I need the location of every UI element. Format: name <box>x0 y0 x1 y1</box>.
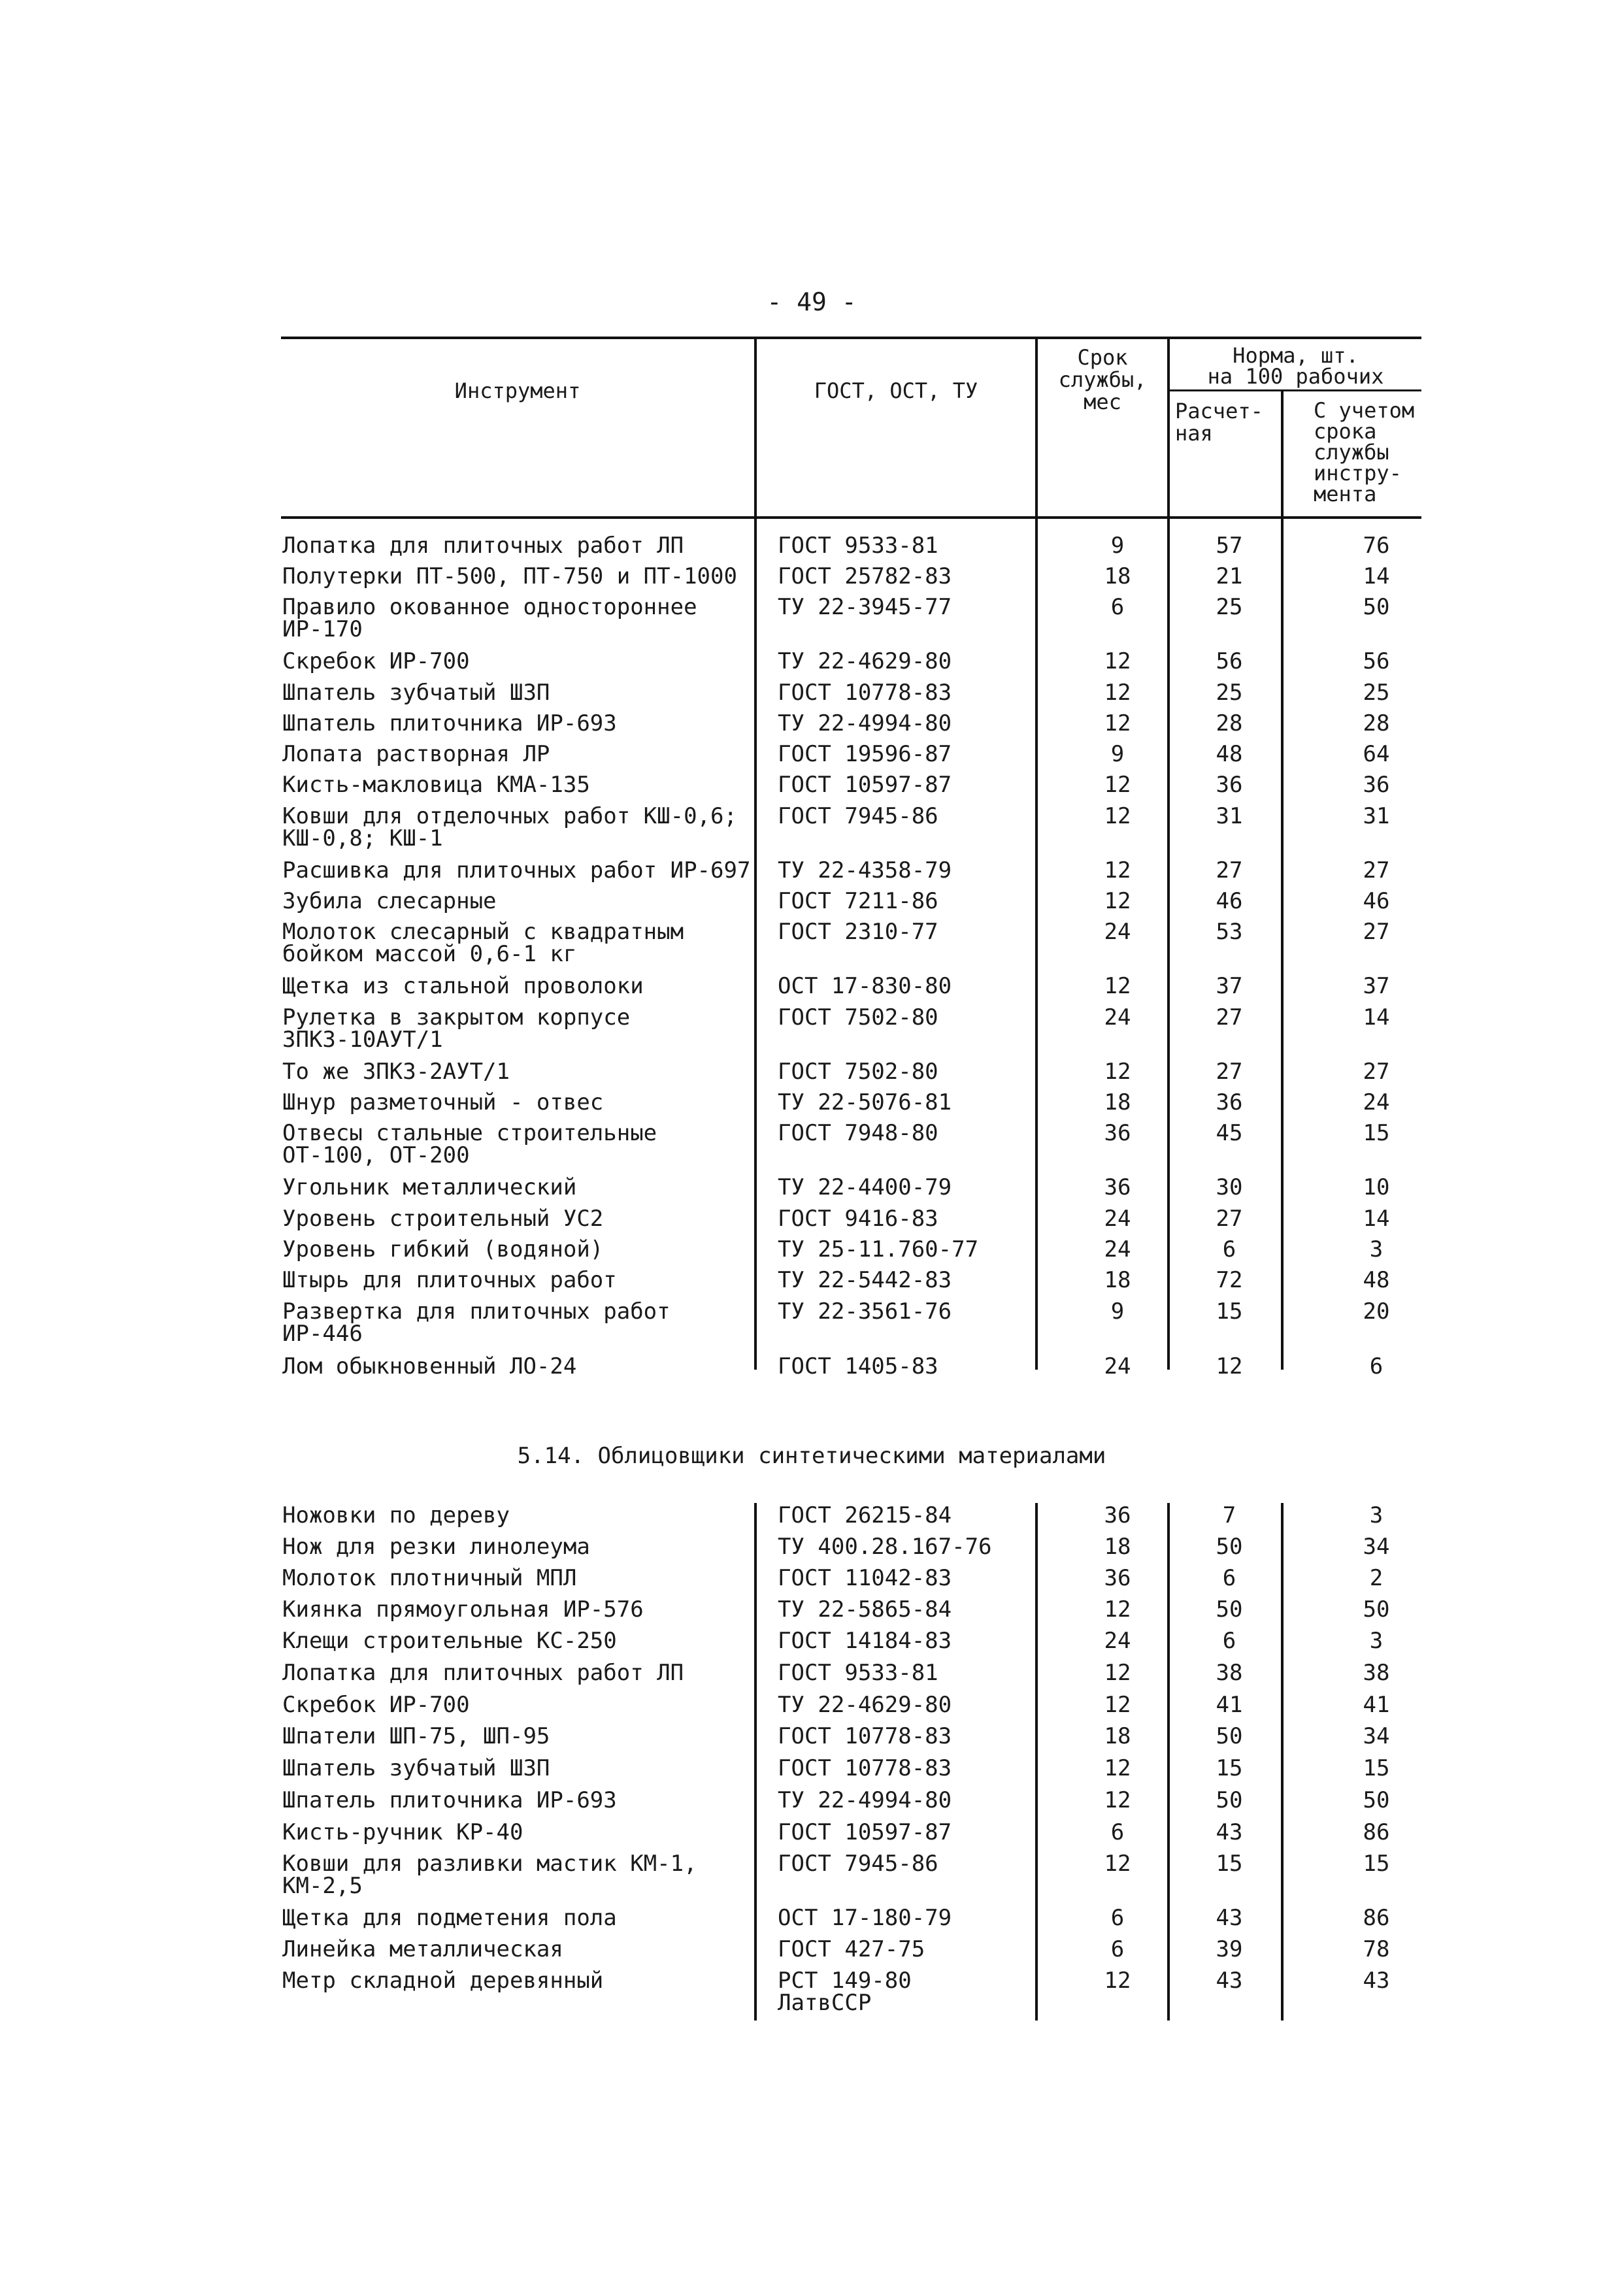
norm-with-service-life: 27 <box>1363 1059 1390 1085</box>
norm-with-service-life: 50 <box>1363 1787 1390 1813</box>
service-life: 18 <box>1104 563 1131 589</box>
norm-with-service-life: 31 <box>1363 803 1390 829</box>
table1-divider-4 <box>1281 519 1284 1370</box>
tool-name: Шпатели ШП-75, ШП-95 <box>282 1723 550 1749</box>
service-life: 12 <box>1104 648 1131 674</box>
tool-name: Развертка для плиточных работ <box>282 1298 671 1325</box>
norm-with-service-life: 28 <box>1363 710 1390 736</box>
service-life: 36 <box>1104 1565 1131 1591</box>
gost-ref: ГОСТ 10597-87 <box>778 772 952 798</box>
tool-name: Штырь для плиточных работ <box>282 1267 617 1293</box>
service-life: 6 <box>1110 1819 1125 1845</box>
norm-with-service-life: 3 <box>1369 1628 1384 1654</box>
tool-name: ЗПКЗ-10АУТ/1 <box>282 1027 443 1053</box>
norm-calculated: 50 <box>1216 1596 1243 1623</box>
tool-name: Киянка прямоугольная ИР-576 <box>282 1596 644 1623</box>
tool-name: ИР-446 <box>282 1321 363 1347</box>
service-life: 6 <box>1110 1905 1125 1931</box>
tool-name: Молоток слесарный с квадратным <box>282 919 684 945</box>
tool-name: Зубила слесарные <box>282 888 497 914</box>
norm-calculated: 6 <box>1222 1236 1236 1262</box>
header-divider-4 <box>1281 391 1284 519</box>
tool-name: Нож для резки линолеума <box>282 1534 590 1560</box>
tool-name: Кисть-ручник КР-40 <box>282 1819 523 1845</box>
norm-calculated: 43 <box>1216 1905 1243 1931</box>
header-term-line: мес <box>1084 389 1121 414</box>
tool-name: Ковши для разливки мастик КМ-1, <box>282 1851 697 1877</box>
header-bottom-rule <box>281 516 1421 519</box>
tool-name: Шпатель плиточника ИР-693 <box>282 1787 617 1813</box>
header-top-rule <box>281 337 1421 339</box>
norm-with-service-life: 34 <box>1363 1534 1390 1560</box>
header-norm-line: Норма, шт. <box>1233 343 1359 368</box>
gost-ref: ГОСТ 9533-81 <box>778 1660 938 1686</box>
norm-calculated: 36 <box>1216 772 1243 798</box>
norm-with-service-life: 14 <box>1363 1004 1390 1031</box>
gost-ref: ГОСТ 427-75 <box>778 1936 925 1962</box>
gost-ref: ТУ 22-4629-80 <box>778 648 952 674</box>
gost-ref: ГОСТ 7502-80 <box>778 1059 938 1085</box>
tool-name: Лопатка для плиточных работ ЛП <box>282 1660 684 1686</box>
gost-ref: ГОСТ 19596-87 <box>778 741 952 767</box>
gost-ref: ТУ 22-3945-77 <box>778 594 952 620</box>
tool-name: Скребок ИР-700 <box>282 1692 470 1718</box>
gost-ref: ГОСТ 25782-83 <box>778 563 952 589</box>
norm-with-service-life: 86 <box>1363 1905 1390 1931</box>
gost-ref: ГОСТ 11042-83 <box>778 1565 952 1591</box>
gost-ref: РСТ 149-80 <box>778 1968 912 1994</box>
norm-with-service-life: 34 <box>1363 1723 1390 1749</box>
header-norm-rule <box>1168 389 1421 391</box>
header-calc <box>1175 400 1280 444</box>
norm-with-service-life: 27 <box>1363 919 1390 945</box>
service-life: 12 <box>1104 680 1131 706</box>
service-life: 12 <box>1104 1660 1131 1686</box>
norm-with-service-life: 86 <box>1363 1819 1390 1845</box>
norm-with-service-life: 2 <box>1369 1565 1384 1591</box>
norm-calculated: 72 <box>1216 1267 1243 1293</box>
norm-with-service-life: 15 <box>1363 1755 1390 1781</box>
norm-calculated: 7 <box>1222 1502 1236 1528</box>
service-life: 12 <box>1104 1787 1131 1813</box>
service-life: 24 <box>1104 919 1131 945</box>
tool-name: Уровень гибкий (водяной) <box>282 1236 604 1262</box>
norm-with-service-life: 43 <box>1363 1968 1390 1994</box>
header-with-term <box>1314 400 1421 504</box>
header-norm-line: на 100 рабочих <box>1207 364 1384 389</box>
service-life: 24 <box>1104 1353 1131 1379</box>
tool-name: То же ЗПКЗ-2АУТ/1 <box>282 1059 510 1085</box>
gost-ref: ГОСТ 7211-86 <box>778 888 938 914</box>
gost-ref: ГОСТ 7945-86 <box>778 1851 938 1877</box>
norm-with-service-life: 25 <box>1363 680 1390 706</box>
tool-name: Рулетка в закрытом корпусе <box>282 1004 631 1031</box>
norm-calculated: 6 <box>1222 1628 1236 1654</box>
tool-name: Правило окованное одностороннее <box>282 594 697 620</box>
header-divider-1 <box>754 337 757 519</box>
norm-with-service-life: 3 <box>1369 1502 1384 1528</box>
tool-name: Шпатель зубчатый ШЗП <box>282 680 550 706</box>
gost-ref: ГОСТ 9533-81 <box>778 533 938 559</box>
norm-calculated: 25 <box>1216 594 1243 620</box>
header-with-term-line: мента <box>1314 482 1377 506</box>
tool-name: Шпатель плиточника ИР-693 <box>282 710 617 736</box>
gost-ref: ТУ 22-5442-83 <box>778 1267 952 1293</box>
gost-ref: ГОСТ 9416-83 <box>778 1206 938 1232</box>
norm-calculated: 53 <box>1216 919 1243 945</box>
norm-calculated: 30 <box>1216 1174 1243 1200</box>
norm-calculated: 27 <box>1216 857 1243 883</box>
norm-calculated: 57 <box>1216 533 1243 559</box>
gost-ref: ГОСТ 7502-80 <box>778 1004 938 1031</box>
header-with-term-line: срока <box>1314 419 1377 444</box>
header-term-line: Срок <box>1077 345 1128 370</box>
gost-ref: ГОСТ 10778-83 <box>778 680 952 706</box>
norm-calculated: 43 <box>1216 1968 1243 1994</box>
gost-ref: ГОСТ 10778-83 <box>778 1755 952 1781</box>
norm-calculated: 12 <box>1216 1353 1243 1379</box>
tool-name: Молоток плотничный МПЛ <box>282 1565 577 1591</box>
table2-divider-1 <box>754 1503 757 2021</box>
norm-with-service-life: 24 <box>1363 1089 1390 1115</box>
norm-calculated: 27 <box>1216 1206 1243 1232</box>
header-term <box>1038 346 1167 413</box>
norm-calculated: 27 <box>1216 1004 1243 1031</box>
header-calc-line: Расчет- <box>1175 399 1263 423</box>
norm-calculated: 36 <box>1216 1089 1243 1115</box>
service-life: 12 <box>1104 710 1131 736</box>
service-life: 12 <box>1104 1059 1131 1085</box>
norm-with-service-life: 38 <box>1363 1660 1390 1686</box>
service-life: 6 <box>1110 594 1125 620</box>
table1-divider-1 <box>754 519 757 1370</box>
tool-name: Скребок ИР-700 <box>282 648 470 674</box>
header-norm <box>1170 345 1421 387</box>
tool-name: Щетка для подметения пола <box>282 1905 617 1931</box>
gost-ref: ГОСТ 14184-83 <box>778 1628 952 1654</box>
tool-name: Клещи строительные КС-250 <box>282 1628 617 1654</box>
table2-divider-2 <box>1035 1503 1038 2021</box>
norm-calculated: 27 <box>1216 1059 1243 1085</box>
header-term-line: службы, <box>1058 367 1147 392</box>
gost-ref: ТУ 22-4629-80 <box>778 1692 952 1718</box>
norm-calculated: 15 <box>1216 1298 1243 1325</box>
service-life: 18 <box>1104 1089 1131 1115</box>
service-life: 6 <box>1110 1936 1125 1962</box>
service-life: 12 <box>1104 1692 1131 1718</box>
norm-calculated: 45 <box>1216 1120 1243 1146</box>
norm-with-service-life: 6 <box>1369 1353 1384 1379</box>
gost-ref: ТУ 22-5865-84 <box>778 1596 952 1623</box>
service-life: 12 <box>1104 803 1131 829</box>
norm-with-service-life: 15 <box>1363 1120 1390 1146</box>
tool-name: Шпатель зубчатый ШЗП <box>282 1755 550 1781</box>
tool-name: Расшивка для плиточных работ ИР-697 <box>282 857 751 883</box>
service-life: 9 <box>1110 741 1125 767</box>
service-life: 12 <box>1104 973 1131 999</box>
norm-with-service-life: 76 <box>1363 533 1390 559</box>
tool-name: Лопатка для плиточных работ ЛП <box>282 533 684 559</box>
service-life: 12 <box>1104 1596 1131 1623</box>
norm-calculated: 46 <box>1216 888 1243 914</box>
header-with-term-line: инстру- <box>1314 461 1402 486</box>
gost-ref: ТУ 400.28.167-76 <box>778 1534 992 1560</box>
norm-calculated: 28 <box>1216 710 1243 736</box>
tool-name: Ножовки по дереву <box>282 1502 510 1528</box>
norm-with-service-life: 3 <box>1369 1236 1384 1262</box>
service-life: 12 <box>1104 1968 1131 1994</box>
norm-calculated: 31 <box>1216 803 1243 829</box>
norm-with-service-life: 14 <box>1363 1206 1390 1232</box>
tool-name: Ковши для отделочных работ КШ-0,6; <box>282 803 737 829</box>
service-life: 18 <box>1104 1723 1131 1749</box>
gost-ref: ГОСТ 1405-83 <box>778 1353 938 1379</box>
norm-calculated: 56 <box>1216 648 1243 674</box>
service-life: 12 <box>1104 857 1131 883</box>
gost-ref: ТУ 22-4358-79 <box>778 857 952 883</box>
norm-calculated: 25 <box>1216 680 1243 706</box>
header-with-term-line: С учетом <box>1314 398 1415 423</box>
norm-with-service-life: 36 <box>1363 772 1390 798</box>
service-life: 24 <box>1104 1236 1131 1262</box>
tool-name: КМ-2,5 <box>282 1873 363 1899</box>
gost-ref: ТУ 22-4994-80 <box>778 710 952 736</box>
service-life: 36 <box>1104 1120 1131 1146</box>
gost-ref: ГОСТ 10778-83 <box>778 1723 952 1749</box>
service-life: 36 <box>1104 1174 1131 1200</box>
table1-divider-2 <box>1035 519 1038 1370</box>
norm-calculated: 43 <box>1216 1819 1243 1845</box>
section-title: 5.14. Облицовщики синтетическими материалами <box>517 1443 1106 1469</box>
tool-name: КШ-0,8; КШ-1 <box>282 825 443 851</box>
tool-name: ИР-170 <box>282 616 363 642</box>
service-life: 12 <box>1104 888 1131 914</box>
gost-ref: ОСТ 17-830-80 <box>778 973 952 999</box>
header-with-term-line: службы <box>1314 440 1389 465</box>
norm-with-service-life: 50 <box>1363 1596 1390 1623</box>
tool-name: Линейка металлическая <box>282 1936 563 1962</box>
tool-name: Полутерки ПТ-500, ПТ-750 и ПТ-1000 <box>282 563 737 589</box>
gost-ref: ГОСТ 7948-80 <box>778 1120 938 1146</box>
norm-calculated: 50 <box>1216 1723 1243 1749</box>
service-life: 9 <box>1110 1298 1125 1325</box>
norm-calculated: 39 <box>1216 1936 1243 1962</box>
service-life: 18 <box>1104 1267 1131 1293</box>
norm-with-service-life: 46 <box>1363 888 1390 914</box>
service-life: 9 <box>1110 533 1125 559</box>
gost-ref: ТУ 22-5076-81 <box>778 1089 952 1115</box>
norm-with-service-life: 56 <box>1363 648 1390 674</box>
header-gost: ГОСТ, ОСТ, ТУ <box>814 378 978 403</box>
norm-with-service-life: 15 <box>1363 1851 1390 1877</box>
norm-calculated: 21 <box>1216 563 1243 589</box>
tool-name: Уровень строительный УС2 <box>282 1206 604 1232</box>
service-life: 12 <box>1104 1755 1131 1781</box>
tool-name: Лом обыкновенный ЛО-24 <box>282 1353 577 1379</box>
norm-calculated: 48 <box>1216 741 1243 767</box>
service-life: 36 <box>1104 1502 1131 1528</box>
service-life: 18 <box>1104 1534 1131 1560</box>
norm-with-service-life: 10 <box>1363 1174 1390 1200</box>
norm-calculated: 37 <box>1216 973 1243 999</box>
norm-calculated: 50 <box>1216 1787 1243 1813</box>
norm-with-service-life: 20 <box>1363 1298 1390 1325</box>
service-life: 12 <box>1104 772 1131 798</box>
tool-name: Отвесы стальные строительные <box>282 1120 657 1146</box>
tool-name: Лопата растворная ЛР <box>282 741 550 767</box>
norm-with-service-life: 14 <box>1363 563 1390 589</box>
norm-with-service-life: 27 <box>1363 857 1390 883</box>
norm-with-service-life: 41 <box>1363 1692 1390 1718</box>
table2-divider-4 <box>1281 1503 1284 2021</box>
gost-ref: ТУ 22-4400-79 <box>778 1174 952 1200</box>
norm-calculated: 41 <box>1216 1692 1243 1718</box>
norm-with-service-life: 37 <box>1363 973 1390 999</box>
service-life: 24 <box>1104 1206 1131 1232</box>
service-life: 24 <box>1104 1628 1131 1654</box>
tool-name: Угольник металлический <box>282 1174 577 1200</box>
norm-calculated: 15 <box>1216 1851 1243 1877</box>
tool-name: Щетка из стальной проволоки <box>282 973 644 999</box>
gost-ref: ТУ 22-3561-76 <box>778 1298 952 1325</box>
header-tool: Инструмент <box>454 378 581 403</box>
norm-calculated: 6 <box>1222 1565 1236 1591</box>
norm-calculated: 38 <box>1216 1660 1243 1686</box>
service-life: 24 <box>1104 1004 1131 1031</box>
header-calc-line: ная <box>1175 421 1213 446</box>
gost-ref: ГОСТ 26215-84 <box>778 1502 952 1528</box>
norm-with-service-life: 48 <box>1363 1267 1390 1293</box>
service-life: 12 <box>1104 1851 1131 1877</box>
tool-name: бойком массой 0,6-1 кг <box>282 941 577 967</box>
norm-calculated: 15 <box>1216 1755 1243 1781</box>
gost-ref: ЛатвССР <box>778 1990 872 2016</box>
gost-ref: ОСТ 17-180-79 <box>778 1905 952 1931</box>
norm-with-service-life: 50 <box>1363 594 1390 620</box>
gost-ref: ГОСТ 10597-87 <box>778 1819 952 1845</box>
gost-ref: ГОСТ 2310-77 <box>778 919 938 945</box>
norm-with-service-life: 64 <box>1363 741 1390 767</box>
norm-calculated: 50 <box>1216 1534 1243 1560</box>
tool-name: Кисть-макловица КМА-135 <box>282 772 590 798</box>
tool-name: ОТ-100, ОТ-200 <box>282 1142 470 1168</box>
gost-ref: ТУ 22-4994-80 <box>778 1787 952 1813</box>
tool-name: Шнур разметочный - отвес <box>282 1089 604 1115</box>
tool-name: Метр складной деревянный <box>282 1968 604 1994</box>
gost-ref: ТУ 25-11.760-77 <box>778 1236 979 1262</box>
norm-with-service-life: 78 <box>1363 1936 1390 1962</box>
gost-ref: ГОСТ 7945-86 <box>778 803 938 829</box>
page-number: - 49 - <box>767 288 857 316</box>
